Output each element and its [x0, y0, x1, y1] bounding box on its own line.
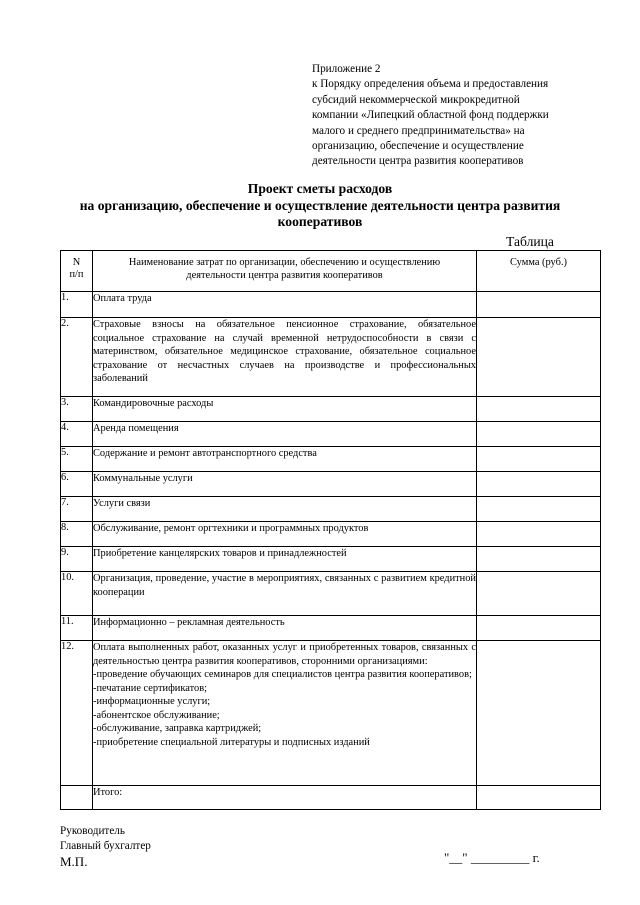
sub-item: -печатание сертификатов;	[93, 682, 207, 694]
table-row	[61, 318, 601, 397]
table-row	[61, 522, 601, 547]
row-sum	[477, 472, 601, 497]
table-caption: Таблица	[506, 234, 554, 249]
row-name: Командировочные расходы	[93, 397, 477, 422]
row-num: 10.	[61, 572, 93, 616]
sub-item: -обслуживание, заправка картриджей;	[93, 723, 262, 734]
sub-item: -приобретение специальной литературы и подписных изданий	[93, 736, 370, 748]
row-name: Аренда помещения	[93, 422, 477, 447]
table-row	[61, 547, 601, 572]
row-sum	[477, 497, 601, 522]
total-sum	[477, 786, 601, 810]
header-sum: Сумма (руб.)	[477, 251, 601, 292]
row-num: 6.	[61, 472, 93, 497]
row-name: Информационно – рекламная деятельность	[93, 616, 477, 641]
header-num	[61, 251, 93, 292]
row-name: Коммунальные услуги	[93, 472, 477, 497]
title-line: кооперативов	[277, 214, 363, 229]
total-row	[61, 786, 601, 810]
row-num: 11.	[61, 616, 93, 641]
row-sum	[477, 422, 601, 447]
sub-item: -абонентское обслуживание;	[93, 709, 220, 721]
table-row	[61, 447, 601, 472]
title-line: на организацию, обеспечение и осуществление деятельности центра развития	[79, 197, 561, 213]
table-row	[61, 397, 601, 422]
sub-item: -проведение обучающих семинаров для специалистов центра развития кооперативов;	[93, 669, 472, 680]
row-name: Содержание и ремонт автотранспортного средства	[93, 447, 477, 472]
table-row	[61, 641, 601, 786]
header-num-pp: п/п	[69, 269, 84, 280]
row-num: 9.	[61, 547, 93, 572]
header-name: Наименование затрат по организации, обеспечению и осуществлению деятельности центра развития кооперативов	[93, 251, 477, 292]
appendix-line: малого и среднего предпринимательства» на	[312, 124, 525, 137]
appendix-block	[312, 62, 602, 170]
row-sum	[477, 397, 601, 422]
appendix-line: Приложение 2	[312, 63, 381, 75]
date-field: "__" _________ г.	[444, 850, 540, 865]
document-title	[20, 181, 620, 231]
sub-item: -информационные услуги;	[93, 696, 211, 707]
estimate-table	[60, 250, 601, 810]
row-name-group	[93, 641, 477, 786]
row-name: Организация, проведение, участие в мероприятиях, связанных с развитием кредитной кооперации	[93, 572, 477, 616]
row-sum	[477, 292, 601, 318]
title-line: Проект сметы расходов	[247, 181, 393, 196]
appendix-line: компании «Липецкий областной фонд поддержки	[312, 109, 549, 122]
table-row	[61, 572, 601, 616]
row-sum	[477, 547, 601, 572]
row-num: 4.	[61, 422, 93, 447]
row-num: 12.	[61, 641, 93, 786]
row-sum	[477, 522, 601, 547]
row-sum	[477, 616, 601, 641]
appendix-line: субсидий некоммерческой микрокредитной	[312, 93, 520, 106]
row-num: 2.	[61, 318, 93, 397]
appendix-line: к Порядку определения объема и предоставления	[312, 78, 549, 91]
row-num: 3.	[61, 397, 93, 422]
row-name: Приобретение канцелярских товаров и принадлежностей	[93, 547, 477, 572]
accountant-signature-label: Главный бухгалтер	[60, 840, 151, 852]
row-sum	[477, 572, 601, 616]
header-num-n: N	[72, 257, 81, 268]
appendix-line: организацию, обеспечение и осуществление	[312, 140, 524, 153]
row-num: 5.	[61, 447, 93, 472]
row-num: 7.	[61, 497, 93, 522]
signature-block	[60, 824, 151, 869]
row-sum	[477, 318, 601, 397]
row-name: Услуги связи	[93, 497, 477, 522]
row-num: 8.	[61, 522, 93, 547]
row-sum	[477, 641, 601, 786]
total-num	[61, 786, 93, 810]
appendix-line: деятельности центра развития кооперативов	[312, 155, 524, 168]
total-label: Итого:	[93, 786, 477, 810]
table-row	[61, 422, 601, 447]
row-num: 1.	[61, 292, 93, 318]
table-header-row	[61, 251, 601, 292]
table-row	[61, 292, 601, 318]
row-name: Оплата труда	[93, 292, 477, 318]
table-row	[61, 497, 601, 522]
head-signature-label: Руководитель	[60, 825, 125, 837]
row-name: Обслуживание, ремонт оргтехники и программных продуктов	[93, 522, 477, 547]
table-row	[61, 616, 601, 641]
row-sum	[477, 447, 601, 472]
stamp-label: М.П.	[60, 854, 88, 869]
table-row	[61, 472, 601, 497]
row-name: Оплата выполненных работ, оказанных услуг и приобретенных товаров, связанных с деятельностью центра развития кооперативов, сторонними организациями:	[93, 642, 476, 667]
row-name: Страховые взносы на обязательное пенсионное страхование, обязательное социальное страхование на случай временной нетрудоспособности в связи с материнством, обязательное медицинское страхование, обязательное социальное страхование от несчастных случаев на производстве и профессиональных заболеваний	[93, 318, 477, 397]
